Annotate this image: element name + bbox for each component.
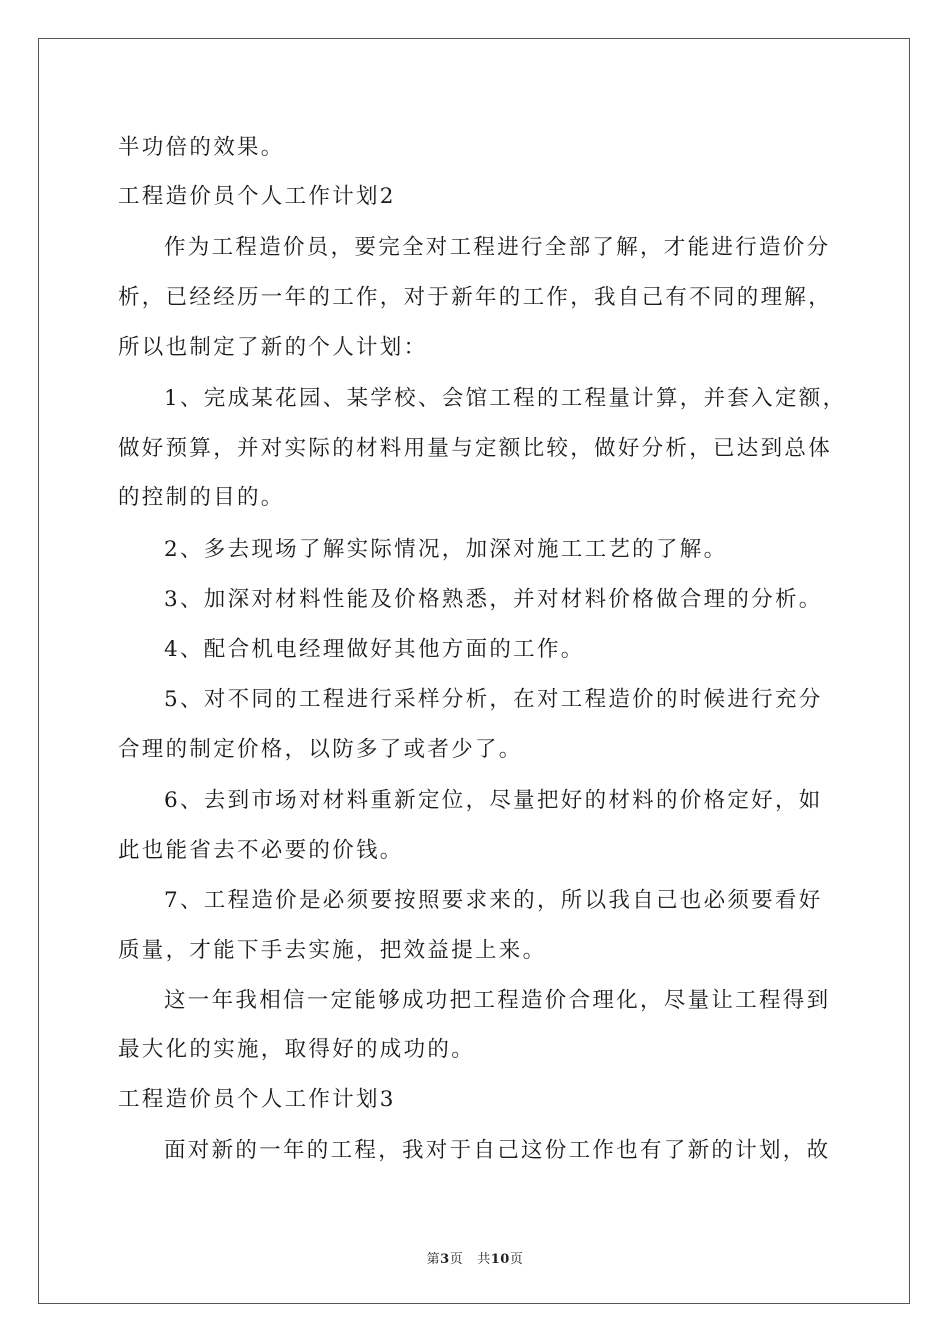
section-heading: 工程造价员个人工作计划2 — [118, 184, 396, 209]
text-line: 面对新的一年的工程，我对于自己这份工作也有了新的计划，故 — [164, 1138, 831, 1163]
list-item: 3、加深对材料性能及价格熟悉，并对材料价格做合理的分析。 — [164, 587, 823, 612]
total-suffix: 页 — [509, 1252, 524, 1267]
text-line: 这一年我相信一定能够成功把工程造价合理化，尽量让工程得到 — [164, 988, 831, 1013]
list-item: 7、工程造价是必须要按照要求来的，所以我自己也必须要看好 — [164, 888, 823, 913]
text-line: 做好预算，并对实际的材料用量与定额比较，做好分析，已达到总体 — [118, 436, 833, 461]
text-line: 此也能省去不必要的价钱。 — [118, 838, 404, 863]
page-number: 3 — [440, 1252, 450, 1267]
page-suffix: 页 — [449, 1252, 464, 1267]
text-line: 质量，才能下手去实施，把效益提上来。 — [118, 938, 547, 963]
list-item: 2、多去现场了解实际情况，加深对施工工艺的了解。 — [164, 537, 728, 562]
total-prefix: 共 — [477, 1252, 491, 1267]
total-pages: 10 — [490, 1252, 510, 1267]
list-item: 4、配合机电经理做好其他方面的工作。 — [164, 637, 585, 662]
section-heading: 工程造价员个人工作计划3 — [118, 1087, 396, 1112]
page-footer — [0, 1248, 950, 1267]
text-line: 合理的制定价格，以防多了或者少了。 — [118, 737, 523, 762]
list-item: 5、对不同的工程进行采样分析，在对工程造价的时候进行充分 — [164, 687, 823, 712]
text-line: 所以也制定了新的个人计划： — [118, 335, 428, 360]
text-line: 作为工程造价员，要完全对工程进行全部了解，才能进行造价分 — [164, 235, 831, 260]
text-line: 最大化的实施，取得好的成功的。 — [118, 1037, 476, 1062]
text-line: 半功倍的效果。 — [118, 135, 285, 160]
page-frame — [38, 38, 910, 1304]
list-item: 6、去到市场对材料重新定位，尽量把好的材料的价格定好，如 — [164, 788, 823, 813]
list-item: 1、完成某花园、某学校、会馆工程的工程量计算，并套入定额， — [164, 386, 847, 411]
text-line: 析，已经经历一年的工作，对于新年的工作，我自己有不同的理解， — [118, 285, 833, 310]
text-line: 的控制的目的。 — [118, 485, 285, 510]
page-prefix: 第 — [426, 1252, 441, 1267]
